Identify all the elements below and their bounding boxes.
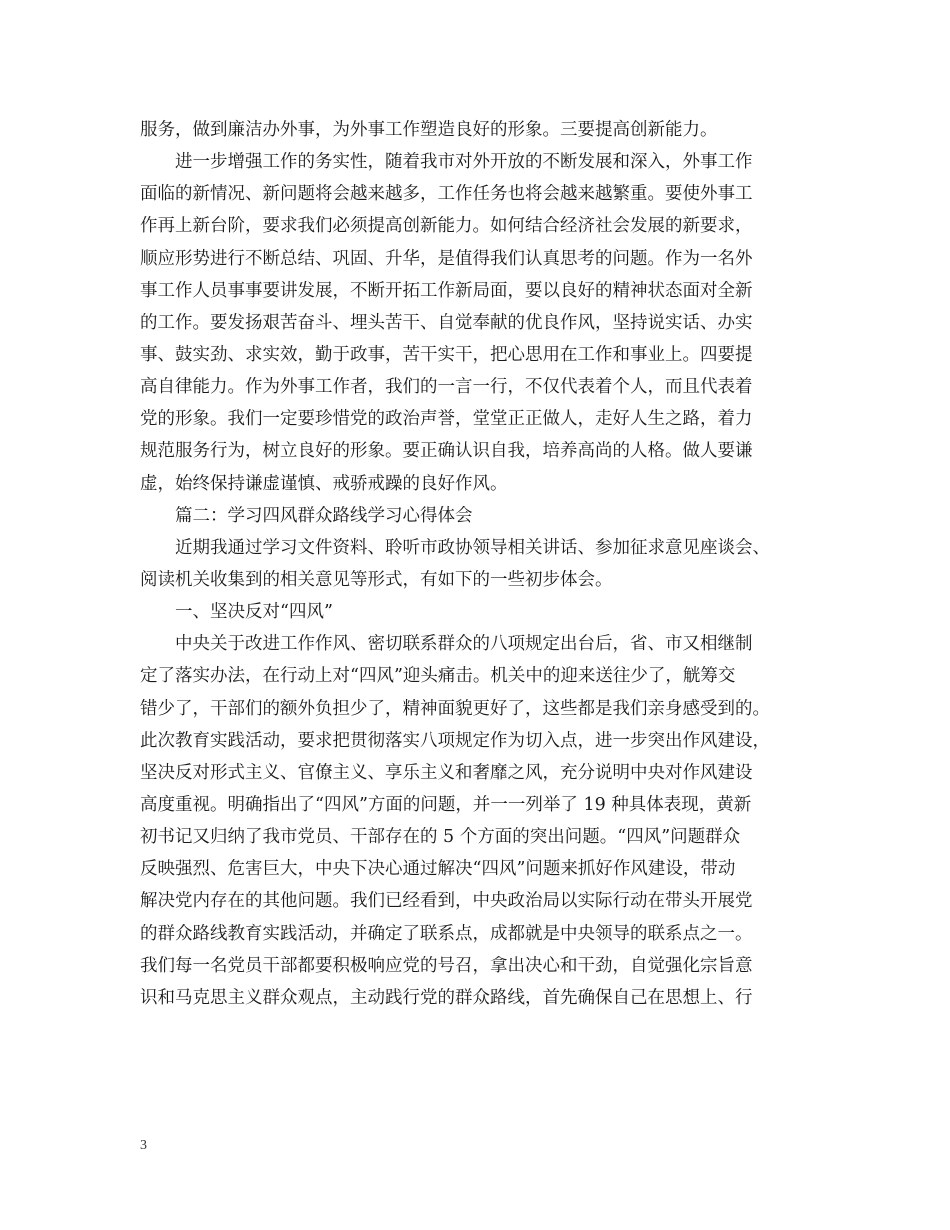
text-line: 解决党内存在的其他问题。我们已经看到，中央政治局以实际行动在带头开展党: [140, 891, 753, 912]
text-line: 定了落实办法，在行动上对“四风”迎头痛击。机关中的迎来送往少了，觥筹交: [140, 666, 736, 687]
text-line: 党的形象。我们一定要珍惜党的政治声誉，堂堂正正做人，走好人生之路，着力: [140, 409, 753, 430]
text-line: 错少了，干部们的额外负担少了，精神面貌更好了，这些都是我们亲身感受到的。: [140, 698, 770, 719]
text-line: 此次教育实践活动，要求把贯彻落实八项规定作为切入点，进一步突出作风建设，: [140, 730, 770, 751]
text-line: 坚决反对形式主义、官僚主义、享乐主义和奢靡之风，充分说明中央对作风建设: [140, 762, 753, 783]
text-line: 进一步增强工作的务实性，随着我市对外开放的不断发展和深入，外事工作: [140, 152, 753, 173]
text-line: 的群众路线教育实践活动，并确定了联系点，成都就是中央领导的联系点之一。: [140, 923, 753, 944]
text-line: 事、鼓实劲、求实效，勤于政事，苦干实干，把心思用在工作和事业上。四要提: [140, 344, 753, 365]
text-line: 中央关于改进工作作风、密切联系群众的八项规定出台后，省、市又相继制: [140, 634, 753, 655]
text-line: 顺应形势进行不断总结、巩固、升华，是值得我们认真思考的问题。作为一名外: [140, 248, 753, 269]
text-line: 高自律能力。作为外事工作者，我们的一言一行，不仅代表着个人，而且代表着: [140, 377, 753, 398]
text-line: 识和马克思主义群众观点，主动践行党的群众路线，首先确保自己在思想上、行: [140, 987, 753, 1008]
subsection-heading: 一、坚决反对“四风”: [140, 602, 333, 623]
text-line: 近期我通过学习文件资料、聆听市政协领导相关讲话、参加征求意见座谈会、: [140, 537, 770, 558]
text-line: 虚，始终保持谦虚谨慎、戒骄戒躁的良好作风。: [140, 473, 508, 494]
page-number: 3: [140, 1138, 147, 1153]
text-line: 初书记又归纳了我市党员、干部存在的 5 个方面的突出问题。“四风”问题群众: [140, 827, 741, 848]
text-line: 作再上新台阶，要求我们必须提高创新能力。如何结合经济社会发展的新要求，: [140, 216, 753, 237]
text-line: 我们每一名党员干部都要积极响应党的号召，拿出决心和干劲，自觉强化宗旨意: [140, 955, 753, 976]
text-line: 的工作。要发扬艰苦奋斗、埋头苦干、自觉奉献的优良作风，坚持说实话、办实: [140, 312, 753, 333]
text-line: 反映强烈、危害巨大，中央下决心通过解决“四风”问题来抓好作风建设，带动: [140, 859, 736, 880]
text-line: 阅读机关收集到的相关意见等形式，有如下的一些初步体会。: [140, 569, 613, 590]
document-body: [140, 114, 820, 1014]
section-heading: 篇二：学习四风群众路线学习心得体会: [140, 505, 473, 526]
text-line: 面临的新情况、新问题将会越来越多，工作任务也将会越来越繁重。要使外事工: [140, 184, 753, 205]
text-line: 事工作人员事事要讲发展，不断开拓工作新局面，要以良好的精神状态面对全新: [140, 280, 753, 301]
text-line: 规范服务行为，树立良好的形象。要正确认识自我，培养高尚的人格。做人要谦: [140, 441, 753, 462]
text-line: 高度重视。明确指出了“四风”方面的问题，并一一列举了 19 种具体表现，黄新: [140, 794, 752, 815]
text-line: 服务，做到廉洁办外事，为外事工作塑造良好的形象。三要提高创新能力。: [140, 120, 718, 140]
